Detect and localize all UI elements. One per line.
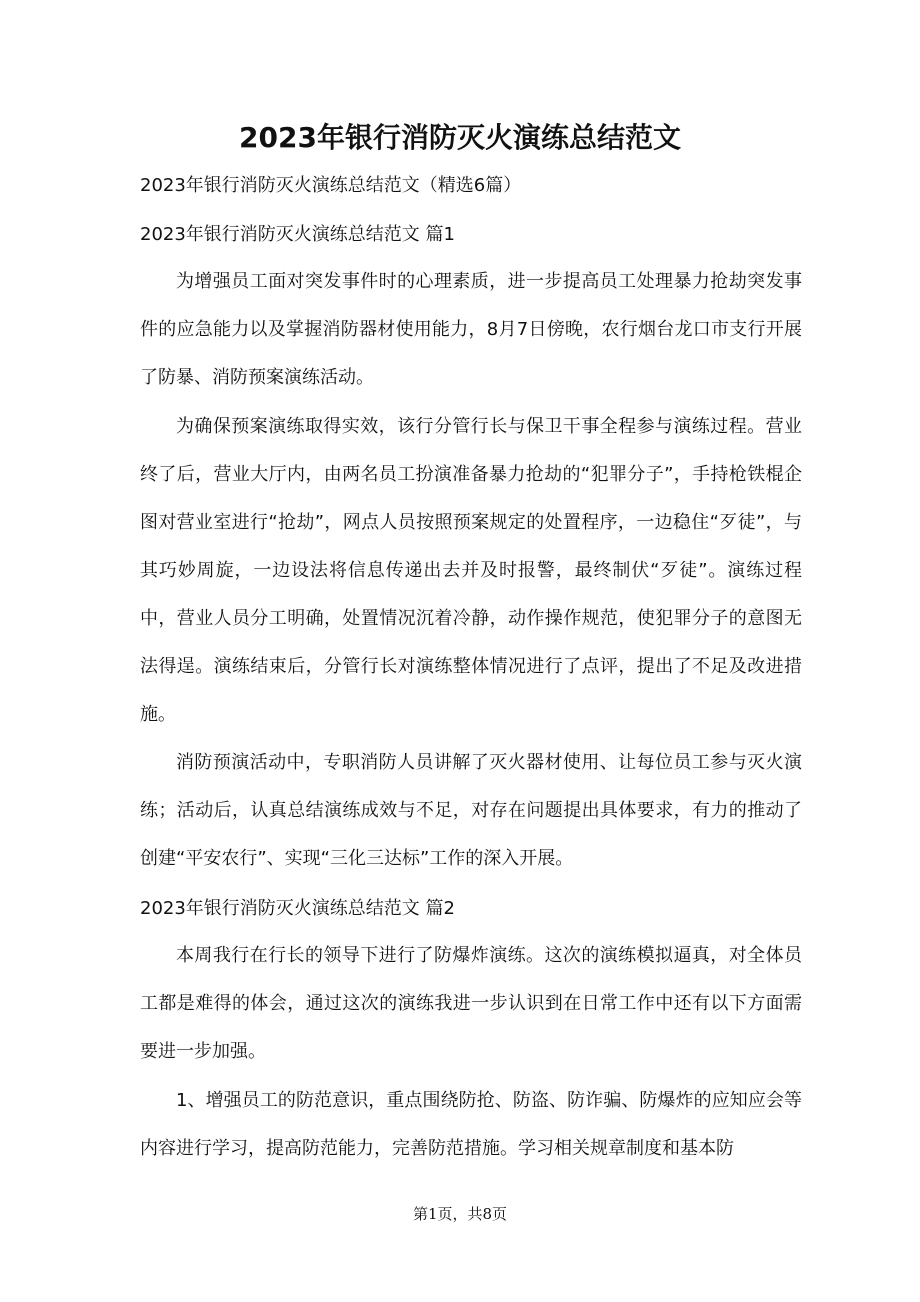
document-subtitle: 2023年银行消防灭火演练总结范文（精选6篇） <box>140 175 522 196</box>
document-title: 2023年银行消防灭火演练总结范文 <box>239 121 681 154</box>
section-1-paragraph-2: 为确保预案演练取得实效，该行分管行长与保卫干事全程参与演练过程。营业终了后，营业大厅内，由两名员工扮演准备暴力抢劫的“犯罪分子”，手持枪铁棍企图对营业室进行“抢劫”，网点人员按照预案规定的处置程序，一边稳住“歹徒”，与其巧妙周旋，一边设法将信息传递出去并及时报警，最终制伏“歹徒”。演练过程中，营业人员分工明确，处置情况沉着冷静，动作操作规范，使犯罪分子的意图无法得逞。演练结束后，分管行长对演练整体情况进行了点评，提出了不足及改进措施。 <box>140 416 802 725</box>
section-1-paragraph-3: 消防预演活动中，专职消防人员讲解了灭火器材使用、让每位员工参与灭火演练；活动后，认真总结演练成效与不足，对存在问题提出具体要求，有力的推动了创建“平安农行”、实现“三化三达标”工作的深入开展。 <box>140 752 802 869</box>
page-footer: 第1页，共8页 <box>412 1205 508 1223</box>
section-1-paragraph-1: 为增强员工面对突发事件时的心理素质，进一步提高员工处理暴力抢劫突发事件的应急能力以及掌握消防器材使用能力，8月7日傍晚，农行烟台龙口市支行开展了防暴、消防预案演练活动。 <box>140 271 802 388</box>
section-heading-2: 2023年银行消防灭火演练总结范文 篇2 <box>140 898 455 919</box>
section-2-paragraph-2: 1、增强员工的防范意识，重点围绕防抢、防盗、防诈骗、防爆炸的应知应会等内容进行学习，提高防范能力，完善防范措施。学习相关规章制度和基本防 <box>140 1090 802 1159</box>
section-heading-1: 2023年银行消防灭火演练总结范文 篇1 <box>140 224 455 245</box>
section-2-paragraph-1: 本周我行在行长的领导下进行了防爆炸演练。这次的演练模拟逼真，对全体员工都是难得的体会，通过这次的演练我进一步认识到在日常工作中还有以下方面需要进一步加强。 <box>140 945 802 1062</box>
